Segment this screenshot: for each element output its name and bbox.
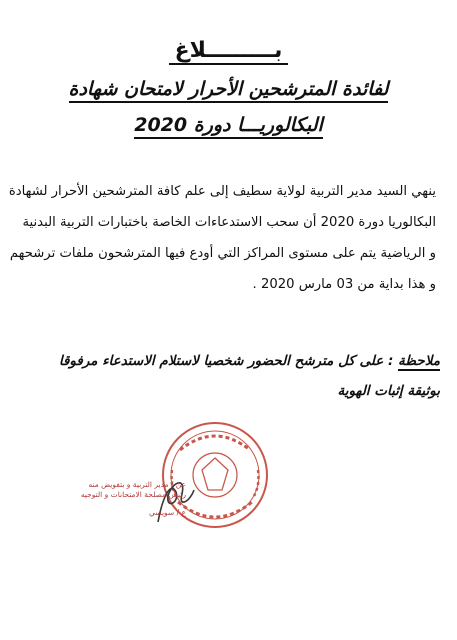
announcement-title xyxy=(0,38,457,63)
signature-line-2: رئيس مصلحة الامتحانات و التوجيه xyxy=(80,490,186,499)
note-block xyxy=(50,346,440,406)
announcement-subtitle-1 xyxy=(40,78,417,100)
subtitle-line-1-text: لفائدة المترشحين الأحرار لامتحان شهادة xyxy=(69,78,389,103)
body-line-2: البكالوريا دورة 2020 أن سحب الاستدعاءات الخاصة باختبارات التربية البدنية xyxy=(22,215,436,230)
announcement-body xyxy=(8,176,436,300)
signature-block xyxy=(36,480,186,518)
signature-line-3: ع / سويسي xyxy=(149,508,186,517)
note-line-1 xyxy=(50,346,440,376)
body-line-1: ينهي السيد مدير التربية لولاية سطيف إلى علم كافة المترشحين الأحرار لشهادة xyxy=(8,184,436,199)
note-label: ملاحظة xyxy=(398,353,440,369)
body-line-4: و هذا بداية من 03 مارس 2020 . xyxy=(252,277,436,292)
note-text-1: : على كل مترشح الحضور شخصيا لاستلام الاستدعاء مرفوقا xyxy=(58,353,394,369)
body-line-3: و الرياضية يتم على مستوى المراكز التي أودع فيها المترشحون ملفات ترشحهم xyxy=(9,246,436,261)
note-line-2: بوثيقة إثبات الهوية xyxy=(337,383,440,399)
announcement-subtitle-2 xyxy=(40,114,417,136)
announcement-title-text: بـــــــــلاغ xyxy=(169,38,289,65)
subtitle-line-2-text: البكالوريـــا دورة 2020 xyxy=(134,114,323,139)
signature-line-1: عن / مدير التربية و بتفويض منه xyxy=(88,480,186,489)
